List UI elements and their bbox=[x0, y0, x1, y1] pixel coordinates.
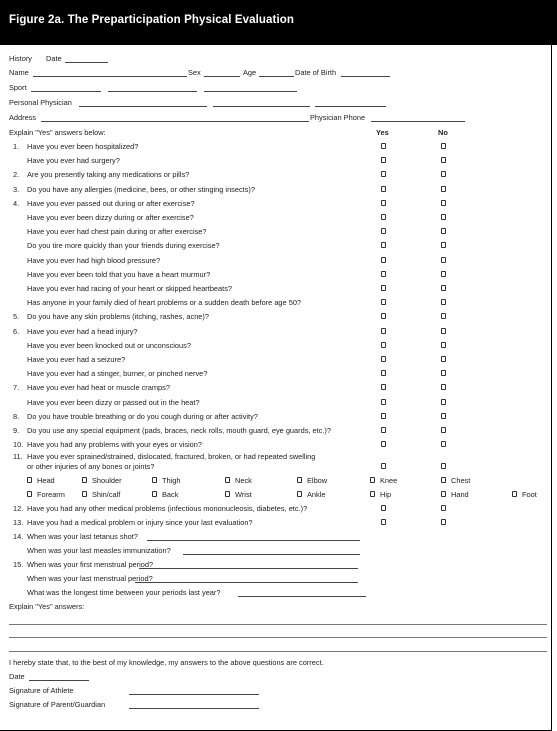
answer-field[interactable] bbox=[147, 540, 360, 541]
sport-label: Sport bbox=[9, 83, 27, 92]
question-number: 1. bbox=[13, 142, 20, 151]
body-part-label: Back bbox=[162, 490, 179, 499]
no-checkbox[interactable] bbox=[441, 342, 446, 348]
yes-checkbox[interactable] bbox=[381, 427, 386, 433]
no-checkbox[interactable] bbox=[441, 157, 446, 163]
date-label: Date bbox=[46, 54, 62, 63]
no-checkbox[interactable] bbox=[441, 143, 446, 149]
body-part-checkbox[interactable] bbox=[82, 477, 87, 483]
sport-field-1[interactable] bbox=[31, 91, 101, 92]
name-field[interactable] bbox=[33, 76, 187, 77]
question-text: Have you ever had racing of your heart or skipped heartbeats? bbox=[27, 284, 233, 293]
question-text: Have you ever had surgery? bbox=[27, 156, 120, 166]
body-part-label: Hand bbox=[451, 490, 469, 499]
question-text: Have you had any other medical problems (infectious mononucleosis, diabetes, etc.)? bbox=[27, 504, 308, 513]
question-text: Do you have any allergies (medicine, bees, or other stinging insects)? bbox=[27, 184, 255, 194]
question-number: 8. bbox=[13, 411, 20, 421]
question-number: 4. bbox=[13, 198, 20, 208]
question-text: Have you ever had heat or muscle cramps? bbox=[27, 383, 170, 393]
question-text: Are you presently taking any medications or pills? bbox=[27, 170, 190, 180]
yes-checkbox[interactable] bbox=[381, 242, 386, 248]
body-part-label: Elbow bbox=[307, 476, 328, 485]
sport-field-2[interactable] bbox=[108, 91, 197, 92]
no-checkbox[interactable] bbox=[441, 285, 446, 291]
body-part-label: Shin/calf bbox=[92, 490, 121, 499]
answer-field[interactable] bbox=[238, 596, 366, 597]
question-number: 9. bbox=[13, 426, 20, 435]
yes-checkbox[interactable] bbox=[381, 171, 386, 177]
question-text: Have you ever had a seizure? bbox=[27, 355, 126, 364]
question-number: 12. bbox=[13, 504, 24, 513]
no-checkbox[interactable] bbox=[441, 413, 446, 419]
no-checkbox[interactable] bbox=[441, 399, 446, 405]
yes-checkbox[interactable] bbox=[381, 228, 386, 234]
question-number: 15. bbox=[13, 560, 24, 569]
age-field[interactable] bbox=[259, 76, 294, 77]
body-part-checkbox[interactable] bbox=[297, 477, 302, 483]
body-part-label: Forearm bbox=[37, 490, 65, 499]
body-part-label: Hip bbox=[380, 490, 392, 499]
question-text: When was your last menstrual period? bbox=[27, 574, 153, 583]
physician-phone-field[interactable] bbox=[371, 121, 465, 122]
physician-phone-label: Physician Phone bbox=[310, 113, 366, 122]
no-checkbox[interactable] bbox=[441, 427, 446, 433]
yes-checkbox[interactable] bbox=[381, 370, 386, 376]
date-field[interactable] bbox=[65, 62, 108, 63]
yes-checkbox[interactable] bbox=[381, 441, 386, 447]
statement-text: I hereby state that, to the best of my knowledge, my answers to the above questions are correct. bbox=[9, 658, 324, 667]
no-checkbox[interactable] bbox=[441, 186, 446, 192]
no-checkbox[interactable] bbox=[441, 384, 446, 390]
question-text: Do you have any skin problems (itching, rashes, acne)? bbox=[27, 312, 209, 322]
yes-checkbox[interactable] bbox=[381, 399, 386, 405]
address-label: Address bbox=[9, 113, 37, 122]
question-text: Have you ever had a stinger, burner, or pinched nerve? bbox=[27, 369, 208, 379]
question-text: Have you had any problems with your eyes or vision? bbox=[27, 440, 203, 450]
title-bar bbox=[0, 0, 557, 45]
yes-checkbox[interactable] bbox=[381, 328, 386, 334]
yes-checkbox[interactable] bbox=[381, 257, 386, 263]
yes-checkbox[interactable] bbox=[381, 214, 386, 220]
history-label: History bbox=[9, 54, 32, 63]
body-part-checkbox[interactable] bbox=[512, 491, 517, 497]
body-part-checkbox[interactable] bbox=[441, 491, 446, 497]
body-part-checkbox[interactable] bbox=[152, 477, 157, 483]
body-part-label: Thigh bbox=[162, 476, 181, 485]
question-text: Do you use any special equipment (pads, braces, neck rolls, mouth guard, eye guards, etc.)? bbox=[27, 426, 332, 435]
parent-signature-label: Signature of Parent/Guardian bbox=[9, 700, 106, 709]
yes-column-header: Yes bbox=[376, 128, 389, 137]
question-text: Have you ever been dizzy or passed out in the heat? bbox=[27, 397, 200, 407]
question-text: When was your last measles immunization? bbox=[27, 546, 171, 555]
yes-checkbox[interactable] bbox=[381, 463, 386, 469]
question-number: 5. bbox=[13, 312, 20, 322]
body-part-label: Ankle bbox=[307, 490, 326, 499]
explain-line-1[interactable] bbox=[9, 624, 547, 625]
question-number: 10. bbox=[13, 440, 24, 450]
body-part-checkbox[interactable] bbox=[27, 477, 32, 483]
yes-checkbox[interactable] bbox=[381, 157, 386, 163]
no-checkbox[interactable] bbox=[441, 463, 446, 469]
body-part-checkbox[interactable] bbox=[225, 491, 230, 497]
question-11-line-1: Have you ever sprained/strained, dislocated, fractured, broken, or had repeated swelling bbox=[27, 452, 316, 461]
physician-field-3[interactable] bbox=[315, 106, 386, 107]
sig-date-field[interactable] bbox=[29, 680, 89, 681]
body-part-checkbox[interactable] bbox=[370, 491, 375, 497]
name-label: Name bbox=[9, 68, 29, 77]
no-checkbox[interactable] bbox=[441, 356, 446, 362]
no-checkbox[interactable] bbox=[441, 313, 446, 319]
body-part-label: Wrist bbox=[235, 490, 252, 499]
no-checkbox[interactable] bbox=[441, 228, 446, 234]
athlete-signature-field[interactable] bbox=[129, 694, 259, 695]
answer-field[interactable] bbox=[139, 568, 358, 569]
no-column-header: No bbox=[438, 128, 448, 137]
answer-field[interactable] bbox=[135, 582, 358, 583]
yes-checkbox[interactable] bbox=[381, 299, 386, 305]
body-part-checkbox[interactable] bbox=[441, 477, 446, 483]
body-part-label: Head bbox=[37, 476, 55, 485]
explain-line-2[interactable] bbox=[9, 637, 547, 638]
no-checkbox[interactable] bbox=[441, 242, 446, 248]
no-checkbox[interactable] bbox=[441, 200, 446, 206]
yes-checkbox[interactable] bbox=[381, 413, 386, 419]
yes-checkbox[interactable] bbox=[381, 342, 386, 348]
body-part-checkbox[interactable] bbox=[297, 491, 302, 497]
question-text: Have you ever had a head injury? bbox=[27, 326, 138, 336]
question-text: Have you ever had high blood pressure? bbox=[27, 255, 161, 265]
yes-checkbox[interactable] bbox=[381, 186, 386, 192]
yes-checkbox[interactable] bbox=[381, 200, 386, 206]
explain-line-3[interactable] bbox=[9, 651, 547, 652]
physician-field-1[interactable] bbox=[79, 106, 207, 107]
no-checkbox[interactable] bbox=[441, 370, 446, 376]
body-part-label: Neck bbox=[235, 476, 252, 485]
body-part-checkbox[interactable] bbox=[82, 491, 87, 497]
sport-field-3[interactable] bbox=[204, 91, 297, 92]
sex-label: Sex bbox=[188, 68, 201, 77]
question-text: Have you ever passed out during or after exercise? bbox=[27, 198, 195, 208]
no-checkbox[interactable] bbox=[441, 505, 446, 511]
no-checkbox[interactable] bbox=[441, 441, 446, 447]
question-text: Have you ever been dizzy during or after exercise? bbox=[27, 213, 194, 222]
form-title: Figure 2a. The Preparticipation Physical Evaluation bbox=[9, 14, 295, 26]
athlete-signature-label: Signature of Athlete bbox=[9, 686, 74, 695]
answer-field[interactable] bbox=[183, 554, 360, 555]
question-text: When was your first menstrual period? bbox=[27, 560, 154, 569]
no-checkbox[interactable] bbox=[441, 214, 446, 220]
yes-checkbox[interactable] bbox=[381, 505, 386, 511]
no-checkbox[interactable] bbox=[441, 257, 446, 263]
question-text: Do you tire more quickly than your friends during exercise? bbox=[27, 241, 220, 251]
yes-checkbox[interactable] bbox=[381, 384, 386, 390]
no-checkbox[interactable] bbox=[441, 171, 446, 177]
yes-checkbox[interactable] bbox=[381, 271, 386, 277]
body-part-checkbox[interactable] bbox=[27, 491, 32, 497]
body-part-checkbox[interactable] bbox=[225, 477, 230, 483]
body-part-label: Foot bbox=[522, 490, 537, 499]
explain-yes-label: Explain "Yes" answers: bbox=[9, 602, 85, 611]
body-part-checkbox[interactable] bbox=[152, 491, 157, 497]
question-11-line-2: or other injuries of any bones or joints? bbox=[27, 462, 155, 471]
question-text: Has anyone in your family died of heart problems or a sudden death before age 50? bbox=[27, 298, 302, 308]
no-checkbox[interactable] bbox=[441, 299, 446, 305]
yes-checkbox[interactable] bbox=[381, 143, 386, 149]
body-part-label: Knee bbox=[380, 476, 398, 485]
question-text: When was your last tetanus shot? bbox=[27, 532, 138, 541]
yes-checkbox[interactable] bbox=[381, 356, 386, 362]
body-part-label: Shoulder bbox=[92, 476, 122, 485]
address-field[interactable] bbox=[41, 121, 309, 122]
yes-checkbox[interactable] bbox=[381, 519, 386, 525]
question-number: 2. bbox=[13, 170, 20, 180]
yes-checkbox[interactable] bbox=[381, 285, 386, 291]
body-part-label: Chest bbox=[451, 476, 471, 485]
question-number: 6. bbox=[13, 326, 20, 336]
question-text: Have you ever been told that you have a heart murmur? bbox=[27, 269, 211, 279]
question-number: 13. bbox=[13, 518, 24, 527]
no-checkbox[interactable] bbox=[441, 328, 446, 334]
sex-field[interactable] bbox=[204, 76, 240, 77]
physician-field-2[interactable] bbox=[213, 106, 310, 107]
age-label: Age bbox=[243, 68, 257, 77]
dob-field[interactable] bbox=[341, 76, 390, 77]
question-text: What was the longest time between your periods last year? bbox=[27, 588, 221, 597]
sig-date-label: Date bbox=[9, 672, 25, 681]
question-number: 3. bbox=[13, 184, 20, 194]
question-number: 11. bbox=[13, 452, 23, 461]
question-text: Have you ever had chest pain during or after exercise? bbox=[27, 227, 207, 237]
question-text: Have you ever been knocked out or unconscious? bbox=[27, 340, 191, 350]
no-checkbox[interactable] bbox=[441, 519, 446, 525]
question-number: 14. bbox=[13, 532, 24, 541]
question-text: Have you ever been hospitalized? bbox=[27, 142, 139, 151]
no-checkbox[interactable] bbox=[441, 271, 446, 277]
parent-signature-field[interactable] bbox=[129, 708, 259, 709]
question-text: Have you had a medical problem or injury since your last evaluation? bbox=[27, 518, 253, 527]
yes-checkbox[interactable] bbox=[381, 313, 386, 319]
explain-below-label: Explain "Yes" answers below: bbox=[9, 128, 106, 137]
question-number: 7. bbox=[13, 383, 20, 393]
body-part-checkbox[interactable] bbox=[370, 477, 375, 483]
physician-label: Personal Physician bbox=[9, 98, 72, 107]
question-text: Do you have trouble breathing or do you cough during or after activity? bbox=[27, 411, 258, 421]
dob-label: Date of Birth bbox=[295, 68, 337, 77]
